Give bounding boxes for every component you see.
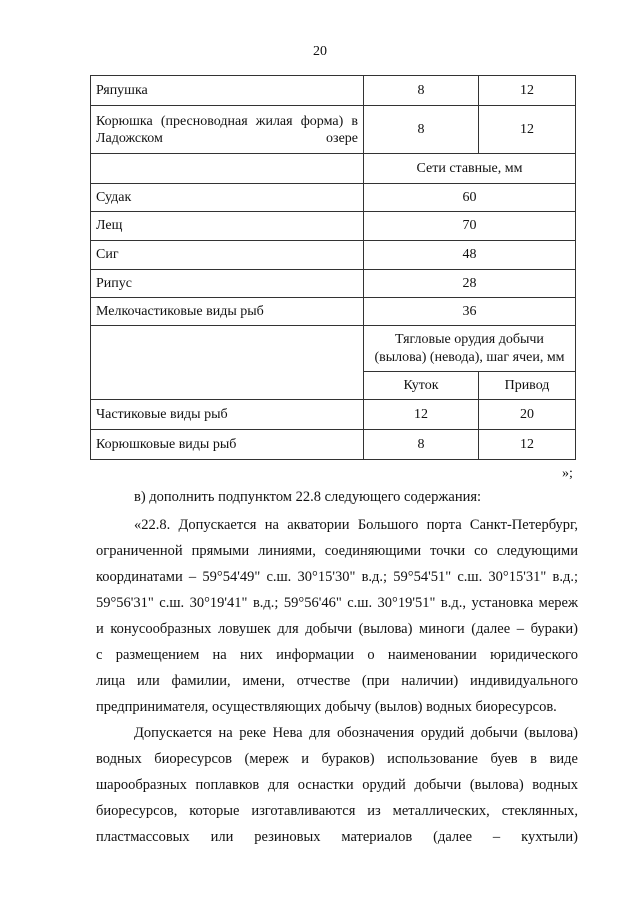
mesh-value: 8	[364, 76, 479, 106]
text-line: шарообразных поплавков для оснастки орудий добычи (вылова) водных	[96, 777, 578, 793]
mesh-value: 20	[479, 400, 576, 430]
fish-name: Корюшка (пресноводная жилая форма) в Ладожском озере	[91, 106, 364, 154]
text-line: в) дополнить подпунктом 22.8 следующего содержания:	[134, 489, 482, 505]
fish-name: Судак	[91, 184, 364, 212]
table-section-row	[91, 326, 576, 372]
text-line: 59°56'31" с.ш. 30°19'41" в.д.; 59°56'46" с.ш. 30°19'51" в.д., установка мереж	[96, 595, 578, 611]
table-row	[91, 184, 576, 212]
fish-name: Мелкочастиковые виды рыб	[91, 298, 364, 326]
subheader-kutok: Куток	[364, 372, 479, 400]
subheader-privod: Привод	[479, 372, 576, 400]
fish-name: Сиг	[91, 241, 364, 270]
text-line: Допускается на реке Нева для обозначения орудий добычи (вылова)	[134, 725, 578, 741]
page-number: 20	[313, 44, 327, 59]
fish-name: Корюшковые виды рыб	[91, 430, 364, 460]
mesh-value: 12	[479, 106, 576, 154]
table-row	[91, 241, 576, 270]
text-line: ограниченной прямыми линиями, соединяющими точки со следующими	[96, 543, 578, 559]
section-header-trawl: Тягловые орудия добычи (вылова) (невода), шаг ячеи, мм	[364, 326, 576, 372]
mesh-value: 12	[479, 76, 576, 106]
fish-name: Ряпушка	[91, 76, 364, 106]
text-line: и конусообразных ловушек для добычи (вылова) миноги (далее – бураки)	[96, 621, 578, 637]
section-header-nets: Сети ставные, мм	[364, 154, 576, 184]
text-line: с размещением на них информации о наименовании юридического	[96, 647, 578, 663]
mesh-value: 60	[364, 184, 576, 212]
amendment-intro	[96, 484, 578, 510]
empty-cell	[91, 326, 364, 400]
fish-name: Лещ	[91, 212, 364, 241]
fish-name: Рипус	[91, 270, 364, 298]
table-row	[91, 400, 576, 430]
mesh-value: 8	[364, 430, 479, 460]
mesh-size-table	[90, 75, 576, 460]
text-line: водных биоресурсов (мереж и бураков) использование буев в виде	[96, 751, 578, 767]
table-row	[91, 212, 576, 241]
table-row	[91, 430, 576, 460]
mesh-value: 70	[364, 212, 576, 241]
paragraph-22-8	[96, 512, 578, 720]
text-line: пластмассовых или резиновых материалов (далее – кухтыли)	[96, 829, 578, 845]
fish-name: Частиковые виды рыб	[91, 400, 364, 430]
closing-quote: »;	[562, 466, 573, 481]
text-line: координатами – 59°54'49" с.ш. 30°15'30" в.д.; 59°54'51" с.ш. 30°15'31" в.д.;	[96, 569, 578, 585]
empty-cell	[91, 154, 364, 184]
mesh-value: 28	[364, 270, 576, 298]
text-line: «22.8. Допускается на акватории Большого порта Санкт-Петербург,	[134, 517, 578, 533]
mesh-value: 8	[364, 106, 479, 154]
paragraph-neva	[96, 720, 578, 850]
table-row	[91, 298, 576, 326]
mesh-value: 36	[364, 298, 576, 326]
table-section-row	[91, 154, 576, 184]
text-line: биоресурсов, которые изготавливаются из металлических, стеклянных,	[96, 803, 578, 819]
table-row	[91, 76, 576, 106]
mesh-value: 12	[364, 400, 479, 430]
table-row	[91, 270, 576, 298]
mesh-value: 12	[479, 430, 576, 460]
mesh-value: 48	[364, 241, 576, 270]
text-line: лица или фамилии, имени, отчестве (при наличии) индивидуального	[96, 673, 578, 689]
table-row	[91, 106, 576, 154]
text-line: предпринимателя, осуществляющих добычу (вылов) водных биоресурсов.	[96, 699, 557, 715]
